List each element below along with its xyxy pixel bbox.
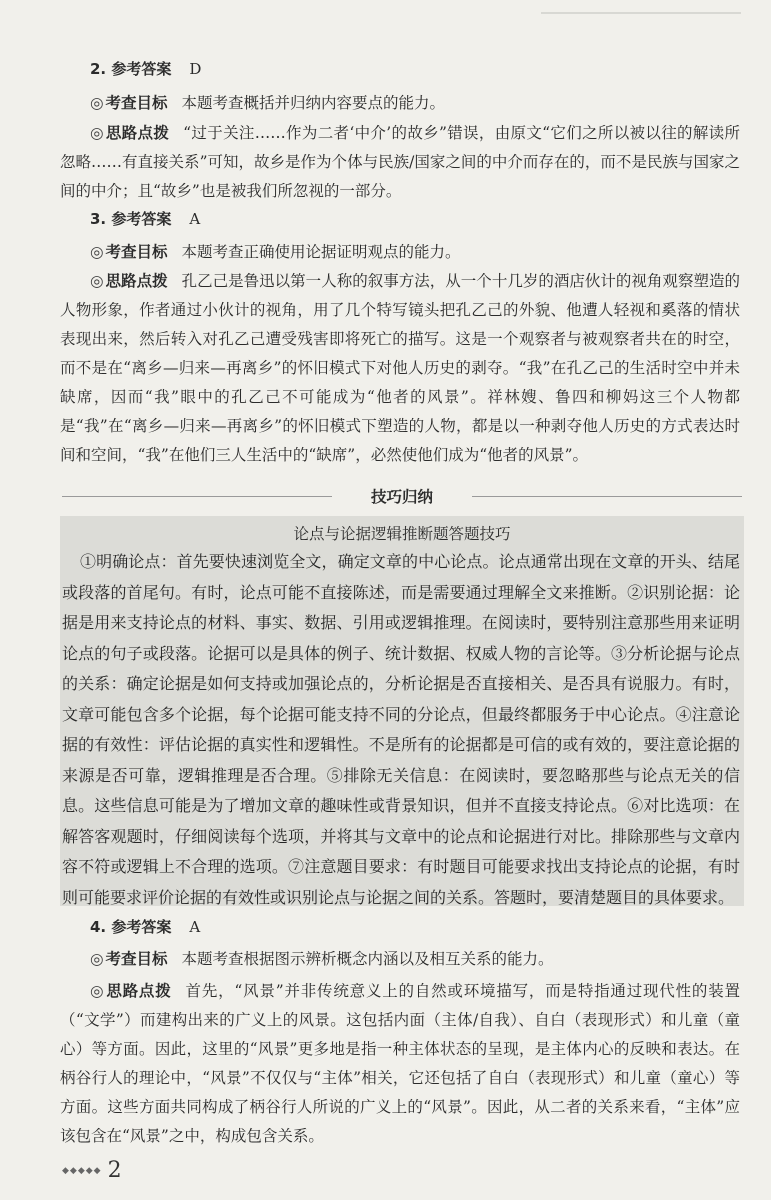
q4-answer-heading (90, 913, 200, 942)
q2-target (90, 88, 740, 118)
divider-line-right (472, 496, 742, 497)
q3-target-text: 本题考查正确使用论据证明观点的能力。 (181, 243, 461, 261)
q3-target-label: 考查目标 (105, 243, 168, 261)
header-decoration (541, 0, 741, 14)
q3-answer: A (189, 210, 201, 228)
q4-answer: A (189, 918, 201, 936)
q3-heading-label: 3. 参考答案 (90, 210, 172, 228)
q3-hint-label: 思路点拨 (105, 272, 168, 290)
page-number-value: 2 (107, 1158, 122, 1183)
circle-icon: ◎ (90, 93, 104, 112)
q2-hint-text: “过于关注……作为二者‘中介’的故乡”错误，由原文“它们之所以被以往的解读所忽略……有直接关系”可知，故乡是作为个体与民族/国家之间的中介而存在的，而不是民族与国家之间的中介；且“故乡”也是被我们所忽视的一部分。 (60, 124, 740, 200)
section-title: 技巧归纳 (370, 488, 433, 506)
q3-answer-heading (90, 205, 200, 234)
q4-target-label: 考查目标 (105, 950, 168, 968)
q4-target (90, 944, 740, 974)
skills-box-text: ①明确论点：首先要快速浏览全文，确定文章的中心论点。论点通常出现在文章的开头、结尾或段落的首尾句。有时，论点可能不直接陈述，而是需要通过理解全文来推断。②识别论据：论据是用来支持论点的材料、事实、数据、引用或逻辑推理。在阅读时，要特别注意那些用来证明论点的句子或段落。论据可以是具体的例子、统计数据、权威人物的言论等。③分析论据与论点的关系：确定论据是如何支持或加强论点的，分析论据是否直接相关、是否具有说服力。有时，文章可能包含多个论据，每个论据可能支持不同的分论点，但最终都服务于中心论点。④注意论据的有效性：评估论据的真实性和逻辑性。不是所有的论据都是可信的或有效的，要注意论据的来源是否可靠，逻辑推理是否合理。⑤排除无关信息：在阅读时，要忽略那些与论点无关的信息。这些信息可能是为了增加文章的趣味性或背景知识，但并不直接支持论点。⑥对比选项：在解答客观题时，仔细阅读每个选项，并将其与文章中的论点和论据进行对比。排除那些与文章内容不符或逻辑上不合理的选项。⑦注意题目要求：有时题目可能要求找出支持论点的论据，有时则可能要求评价论据的有效性或识别论点与论据之间的关系。答题时，要清楚题目的具体要求。 (62, 552, 740, 907)
q3-hint-text: 孔乙己是鲁迅以第一人称的叙事方法，从一个十几岁的酒店伙计的视角观察塑造的人物形象，作者通过小伙计的视角，用了几个特写镜头把孔乙己的外貌、他遭人轻视和奚落的情状表现出来，然后转入对孔乙己遭受残害即将死亡的描写。这是一个观察者与被观察者共在的时空，而不是在“离乡—归来—再离乡”的怀旧模式下对他人历史的剥夺。“我”在孔乙己的生活时空中并未缺席，因而“我”眼中的孔乙己不可能成为“他者的风景”。祥林嫂、鲁四和柳妈这三个人物都是“我”在“离乡—归来—再离乡”的怀旧模式下塑造的人物，都是以一种剥夺他人历史的方式表达时间和空间，“我”在他们三人生活中的“缺席”，必然使他们成为“他者的风景”。 (60, 272, 740, 464)
q2-heading-label: 2. 参考答案 (90, 60, 172, 78)
section-divider (62, 482, 742, 512)
circle-icon: ◎ (90, 242, 104, 261)
q2-target-text: 本题考查概括并归纳内容要点的能力。 (181, 94, 446, 112)
q2-answer: D (189, 60, 202, 78)
q2-answer-heading (90, 55, 201, 84)
circle-icon: ◎ (90, 123, 104, 142)
q2-target-label: 考查目标 (105, 94, 168, 112)
page-number-decoration: ◆◆◆◆◆ (62, 1166, 102, 1176)
q3-hint (60, 266, 740, 470)
q2-hint-label: 思路点拨 (105, 124, 170, 142)
q4-hint-label: 思路点拨 (106, 982, 172, 1000)
q2-hint (60, 118, 740, 206)
skills-box-title: 论点与论据逻辑推断题答题技巧 (293, 525, 511, 543)
q4-heading-label: 4. 参考答案 (90, 918, 172, 936)
page-number (62, 1158, 122, 1183)
circle-icon: ◎ (90, 981, 105, 1000)
q4-hint (60, 976, 740, 1151)
q4-target-text: 本题考查根据图示辨析概念内涵以及相互关系的能力。 (181, 950, 554, 968)
divider-line-left (62, 496, 332, 497)
circle-icon: ◎ (90, 271, 104, 290)
q4-hint-text: 首先，“风景”并非传统意义上的自然或环境描写，而是特指通过现代性的装置（“文学”）而建构出来的广义上的风景。这包括内面（主体/自我）、自白（表现形式）和儿童（童心）等方面。因此，这里的“风景”更多地是指一种主体状态的呈现，是主体内心的反映和表达。在柄谷行人的理论中，“风景”不仅仅与“主体”相关，它还包括了自白（表现形式）和儿童（童心）等方面。这些方面共同构成了柄谷行人所说的广义上的“风景”。因此，从二者的关系来看，“主体”应该包含在“风景”之中，构成包含关系。 (60, 982, 740, 1145)
circle-icon: ◎ (90, 949, 104, 968)
q3-target (90, 237, 740, 267)
